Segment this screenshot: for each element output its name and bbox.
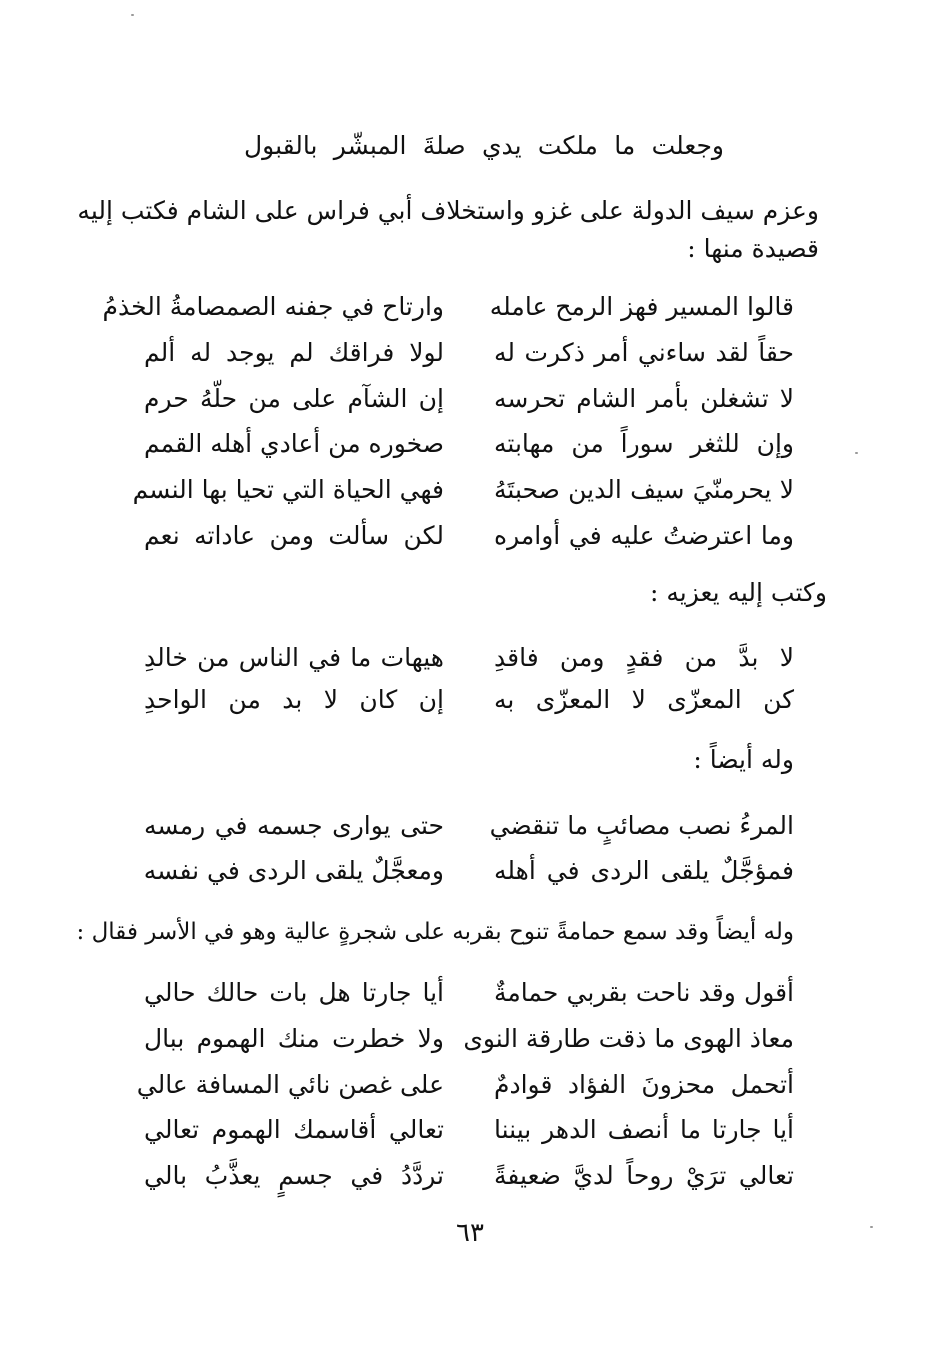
intro-dove: وله أيضاً وقد سمع حمامةً تنوح بقربه على شجرةٍ عالية وهو في الأسر فقال : (76, 919, 794, 945)
verse-first-hemistich: أتحمل محزونَ الفؤاد قوادمٌ (494, 1070, 794, 1099)
paragraph1-line-1: وعزم سيف الدولة على غزو واستخلاف أبي فراس على الشام فكتب إليه (77, 196, 819, 225)
verse-first-hemistich: حقاً لقد ساءني أمر ذكرت له (494, 338, 794, 367)
poem1-verse (144, 333, 794, 373)
verse-second-hemistich: حتى يوارى جسمه في رمسه (144, 811, 444, 840)
verse-second-hemistich: وارتاح في جفنه الصمصامةُ الخذمُ (102, 292, 444, 321)
verse-first-hemistich: أقول وقد ناحت بقربي حمامةٌ (494, 978, 794, 1007)
verse-second-hemistich: لكن سألت ومن عاداته نعم (144, 521, 444, 550)
verse-second-hemistich: تعالي أقاسمك الهموم تعالي (144, 1115, 444, 1144)
verse-first-hemistich: وإن للثغر سوراً من مهابته (494, 429, 794, 458)
poem1-verse (144, 516, 794, 556)
verse-first-hemistich: لا بدَّ من فقدٍ ومن فاقدِ (494, 643, 794, 672)
poem4-verse (144, 1156, 794, 1196)
verse-second-hemistich: صخوره من أعادي أهله القمم (144, 429, 444, 458)
verse-second-hemistich: ومعجَّلٌ يلقى الردى في نفسه (143, 856, 444, 885)
verse-second-hemistich: هيهات ما في الناس من خالدِ (144, 643, 444, 672)
verse-first-hemistich: أيا جارتا ما أنصف الدهر بيننا (494, 1115, 794, 1144)
poem2-verse (144, 680, 794, 720)
poem3-verse (144, 806, 794, 846)
verse-second-hemistich: فهي الحياة التي تحيا بها النسم (132, 475, 444, 504)
intro-condolence: وكتب إليه يعزيه : (649, 578, 827, 607)
page-number: ٦٣ (456, 1218, 484, 1248)
poem3-verse (144, 851, 794, 891)
verse-second-hemistich: تردَّدُ في جسمٍ يعذَّبُ بالي (144, 1161, 444, 1190)
verse-first-hemistich: لا تشغلن بأمر الشام تحرسه (494, 384, 794, 413)
verse-second-hemistich: ولا خطرت منك الهموم ببال (144, 1024, 444, 1053)
paragraph1-line-2: قصيدة منها : (687, 234, 819, 263)
intro-also: وله أيضاً : (693, 745, 794, 774)
poem1-verse (132, 470, 794, 510)
poem4-verse (144, 1019, 794, 1059)
verse-first-hemistich: تعالي ترَيْ روحاً لديَّ ضعيفةً (494, 1161, 794, 1190)
poem1-verse (102, 287, 794, 327)
verse-first-hemistich: قالوا المسير فهز الرمح عامله (489, 292, 794, 321)
poem4-verse (144, 1110, 794, 1150)
poem4-verse (144, 973, 794, 1013)
verse-first-hemistich: كن المعزّى لا المعزّى به (494, 685, 794, 714)
verse-first-hemistich: المرءُ نصب مصائبٍ ما تنقضي (489, 811, 794, 840)
verse-second-hemistich: لولا فراقك لم يوجد له ألم (144, 338, 444, 367)
verse-second-hemistich: إن الشآم على من حلّهُ حرم (144, 384, 444, 413)
top-verse: وجعلت ما ملكت يدي صلةَ المبشّر بالقبول (244, 131, 724, 160)
scan-speck (131, 14, 134, 16)
verse-first-hemistich: فمؤجَّلٌ يلقى الردى في أهله (494, 856, 794, 885)
verse-first-hemistich: معاذ الهوى ما ذقت طارقة النوى (463, 1024, 794, 1053)
scan-speck (855, 452, 858, 454)
verse-second-hemistich: إن كان لا بد من الواحدِ (144, 685, 444, 714)
verse-second-hemistich: على غصن نائي المسافة عالي (136, 1070, 444, 1099)
poem1-verse (144, 379, 794, 419)
verse-first-hemistich: وما اعترضتُ عليه في أوامره (494, 521, 794, 550)
scan-speck (870, 1226, 873, 1228)
poem1-verse (144, 424, 794, 464)
poem2-verse (144, 638, 794, 678)
verse-first-hemistich: لا يحرمنّيَ سيف الدين صحبتَهُ (494, 475, 794, 504)
verse-second-hemistich: أيا جارتا هل بات حالك حالي (144, 978, 444, 1007)
poem4-verse (136, 1065, 794, 1105)
